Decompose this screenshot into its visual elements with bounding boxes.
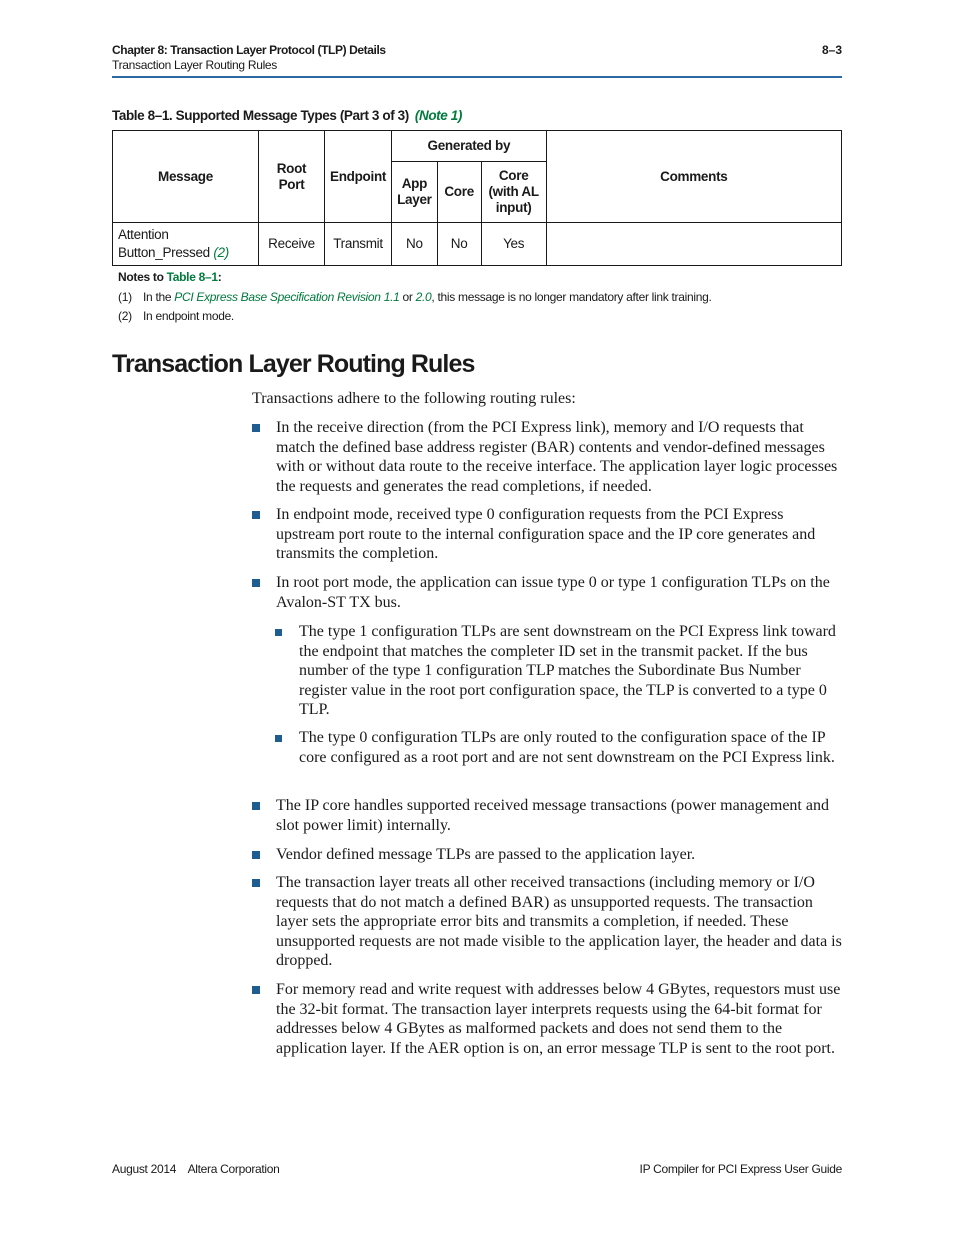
- header-divider: [112, 76, 842, 78]
- col-header-generated-by: Generated by: [392, 131, 547, 162]
- sub-bullet-icon: [275, 629, 282, 636]
- page-number: 8–3: [821, 43, 842, 57]
- bullet-icon: [252, 511, 260, 519]
- bullet-icon: [252, 879, 260, 887]
- footer-date-company: August 2014 Altera Corporation: [112, 1162, 280, 1176]
- cell-app-layer: No: [392, 223, 438, 266]
- table-caption-text: Table 8–1. Supported Message Types (Part 3 of 3): [112, 108, 409, 123]
- bullet-icon: [252, 851, 260, 859]
- spec-2-0-link[interactable]: 2.0: [415, 290, 432, 304]
- cell-comments: [546, 223, 841, 266]
- running-section-title: Transaction Layer Routing Rules: [112, 58, 278, 72]
- message-types-table: [112, 130, 842, 266]
- table-header-row: [113, 131, 842, 162]
- table-ref-link[interactable]: Table 8–1: [166, 270, 218, 284]
- col-header-message: Message: [113, 131, 259, 223]
- list-item: The transaction layer treats all other received transactions (including memory or I/O requests that do not match a defined BAR) as unsupported requests. The transaction layer sets the appropriate error bits and transmits a completion, if needed. These unsupported requests are not made visible to the application layer, the header and data is dropped.: [252, 873, 842, 971]
- sub-list-item: The type 0 configuration TLPs are only routed to the configuration space of the IP core configured as a root port and are not sent downstream on the PCI Express link.: [275, 728, 842, 767]
- bullet-icon: [252, 579, 260, 587]
- table-caption-note-link[interactable]: (Note 1): [414, 108, 462, 123]
- table-notes-title: Notes to Table 8–1:: [118, 270, 222, 284]
- cell-core-al: Yes: [481, 223, 546, 266]
- sub-bullet-icon: [275, 735, 282, 742]
- chapter-title: Chapter 8: Transaction Layer Protocol (TLP) Details: [112, 43, 386, 57]
- table-note-1: (1) In the PCI Express Base Specification Revision 1.1 or 2.0, this message is no longer mandatory after link training.: [118, 290, 712, 304]
- footer-guide-title: IP Compiler for PCI Express User Guide: [639, 1162, 842, 1176]
- table-note-2: (2) In endpoint mode.: [118, 309, 234, 323]
- list-item: In root port mode, the application can issue type 0 or type 1 configuration TLPs on the Avalon-ST TX bus.: [252, 573, 842, 612]
- col-header-root-port: Root Port: [259, 131, 325, 223]
- list-item: The IP core handles supported received message transactions (power management and slot power limit) internally.: [252, 796, 842, 835]
- list-item: Vendor defined message TLPs are passed to the application layer.: [252, 845, 842, 865]
- cell-message: Attention Button_Pressed (2): [113, 223, 259, 266]
- bullet-icon: [252, 986, 260, 994]
- col-header-endpoint: Endpoint: [325, 131, 392, 223]
- list-item: For memory read and write request with addresses below 4 GBytes, requestors must use the 32-bit format. The transaction layer interprets requests using the 64-bit format for addresses below 4 GBytes as malformed packets and does not send them to the application layer. If the AER option is on, an error message TLP is sent to the root port.: [252, 980, 842, 1058]
- col-header-core: Core: [437, 162, 481, 223]
- table-caption: [112, 108, 462, 123]
- bullet-icon: [252, 802, 260, 810]
- sub-list-item: The type 1 configuration TLPs are sent downstream on the PCI Express link toward the endpoint that matches the completer ID set in the transmit packet. If the bus number of the type 1 configuration TLP matches the Subordinate Bus Number register value in the root port configuration space, the TLP is converted to a type 0 TLP.: [275, 622, 842, 720]
- col-header-core-al: Core (with AL input): [481, 162, 546, 223]
- spec-1-1-link[interactable]: PCI Express Base Specification Revision 1.1: [174, 290, 400, 304]
- cell-root-port: Receive: [259, 223, 325, 266]
- list-item: In endpoint mode, received type 0 configuration requests from the PCI Express upstream port route to the internal configuration space and the IP core generates and transmits the completion.: [252, 505, 842, 564]
- intro-paragraph: Transactions adhere to the following routing rules:: [252, 390, 576, 407]
- table-row: [113, 223, 842, 266]
- section-heading: Transaction Layer Routing Rules: [112, 350, 475, 378]
- col-header-comments: Comments: [546, 131, 841, 223]
- cell-core: No: [437, 223, 481, 266]
- bullet-icon: [252, 424, 260, 432]
- cell-endpoint: Transmit: [325, 223, 392, 266]
- message-note-link[interactable]: (2): [213, 245, 229, 260]
- col-header-app-layer: App Layer: [392, 162, 438, 223]
- list-item: In the receive direction (from the PCI Express link), memory and I/O requests that match the defined base address register (BAR) contents and vendor-defined messages with or without data route to the receive interface. The application layer logic processes the requests and generates the read completions, if needed.: [252, 418, 842, 496]
